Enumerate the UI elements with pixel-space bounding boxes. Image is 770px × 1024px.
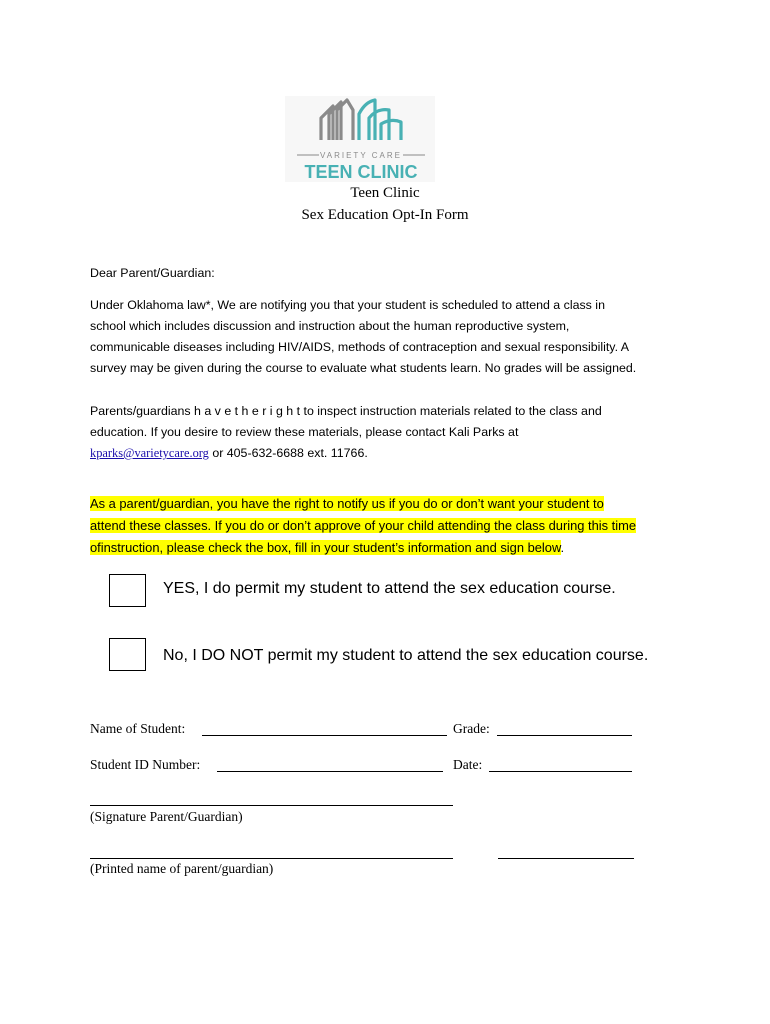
- highlighted-notice: [90, 493, 690, 559]
- salutation: Dear Parent/Guardian:: [90, 266, 215, 280]
- date-field[interactable]: [489, 771, 632, 772]
- no-permit-checkbox[interactable]: [109, 638, 146, 671]
- teen-clinic-logo: [285, 96, 435, 182]
- highlight-end-period: .: [560, 540, 565, 555]
- highlight-line: ofinstruction, please check the box, fill in your student’s information and sign below: [90, 540, 561, 555]
- phone-text: or 405-632-6688 ext. 11766.: [208, 446, 368, 460]
- signature-field[interactable]: [90, 805, 453, 806]
- inspection-paragraph: [90, 401, 690, 464]
- email-link[interactable]: kparks@varietycare.org: [90, 446, 209, 460]
- logo-brand-large: TEEN CLINIC: [304, 162, 418, 182]
- no-permit-label: No, I DO NOT permit my student to attend the sex education course.: [163, 647, 649, 664]
- notice-line: school which includes discussion and instruction about the human reproductive system,: [90, 319, 570, 333]
- notice-line: communicable diseases including HIV/AIDS, methods of contraception and sexual responsibility. A: [90, 340, 630, 354]
- yes-permit-label: YES, I do permit my student to attend the sex education course.: [163, 580, 616, 597]
- signature-date-field[interactable]: [498, 858, 634, 859]
- student-id-field[interactable]: [217, 771, 443, 772]
- inspection-line: Parents/guardians h a v e t h e r i g h t to inspect instruction materials related to the class and: [90, 404, 602, 418]
- inspection-line: education. If you desire to review these materials, please contact Kali Parks at: [90, 425, 519, 439]
- printed-name-label: (Printed name of parent/guardian): [90, 861, 274, 876]
- notice-paragraph: [90, 295, 690, 379]
- printed-name-field[interactable]: [90, 858, 453, 859]
- contact-line: [90, 443, 690, 464]
- signature-label: (Signature Parent/Guardian): [90, 809, 243, 824]
- highlight-line: attend these classes. If you do or don’t approve of your child attending the class during this time: [90, 518, 637, 533]
- grade-field[interactable]: [497, 735, 632, 736]
- date-label: Date:: [453, 757, 483, 772]
- form-title-line2: Sex Education Opt-In Form: [301, 207, 469, 223]
- student-name-field[interactable]: [202, 735, 447, 736]
- grade-label: Grade:: [453, 721, 490, 736]
- logo-mark-icon: [285, 96, 435, 182]
- student-name-label: Name of Student:: [90, 721, 186, 736]
- form-title-line1: Teen Clinic: [350, 185, 420, 201]
- yes-permit-checkbox[interactable]: [109, 574, 146, 607]
- notice-line: survey may be given during the course to evaluate what students learn. No grades will be assigned.: [90, 361, 637, 375]
- student-id-label: Student ID Number:: [90, 757, 201, 772]
- logo-brand-small: VARIETY CARE: [320, 151, 402, 160]
- notice-line: Under Oklahoma law*, We are notifying you that your student is scheduled to attend a class in: [90, 298, 605, 312]
- highlight-line: As a parent/guardian, you have the right to notify us if you do or don’t want your student to: [90, 496, 604, 511]
